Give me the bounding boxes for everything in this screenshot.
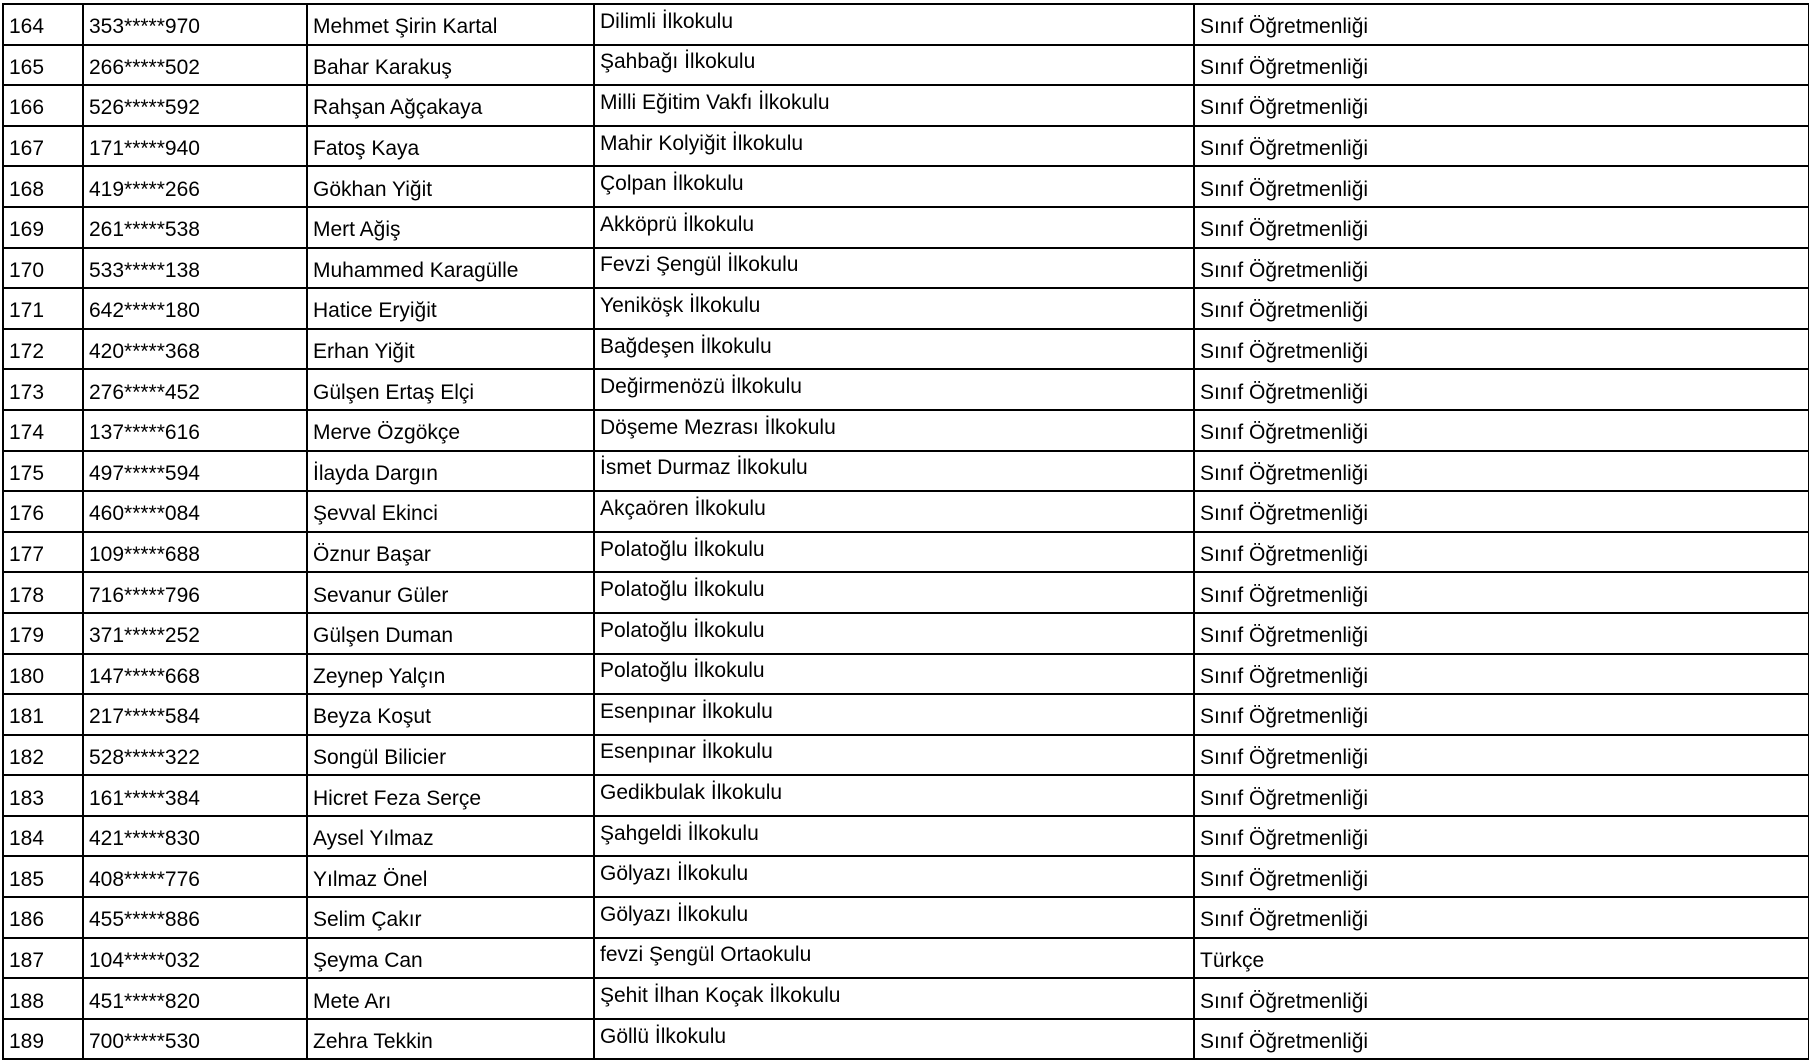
branch-cell: Sınıf Öğretmenliği <box>1194 288 1809 329</box>
branch-cell: Sınıf Öğretmenliği <box>1194 978 1809 1019</box>
school-name-cell: Döşeme Mezrası İlkokulu <box>594 410 1194 451</box>
branch-cell: Sınıf Öğretmenliği <box>1194 694 1809 735</box>
teacher-name-cell: Şevval Ekinci <box>307 491 594 532</box>
table-row <box>3 938 1809 979</box>
row-number-cell: 166 <box>3 85 83 126</box>
school-name-cell: Bağdeşen İlkokulu <box>594 329 1194 370</box>
branch-cell: Sınıf Öğretmenliği <box>1194 613 1809 654</box>
row-number-cell: 187 <box>3 938 83 979</box>
school-name-cell: Çolpan İlkokulu <box>594 166 1194 207</box>
branch-cell: Sınıf Öğretmenliği <box>1194 451 1809 492</box>
school-name-cell: Polatoğlu İlkokulu <box>594 572 1194 613</box>
table-row <box>3 248 1809 289</box>
masked-id-cell: 266*****502 <box>83 45 307 86</box>
branch-cell: Sınıf Öğretmenliği <box>1194 897 1809 938</box>
teacher-name-cell: Erhan Yiğit <box>307 329 594 370</box>
row-number-cell: 185 <box>3 856 83 897</box>
table-row <box>3 410 1809 451</box>
row-number-cell: 177 <box>3 532 83 573</box>
school-name-cell: Şahgeldi İlkokulu <box>594 816 1194 857</box>
masked-id-cell: 642*****180 <box>83 288 307 329</box>
school-name-cell: Polatoğlu İlkokulu <box>594 532 1194 573</box>
branch-cell: Sınıf Öğretmenliği <box>1194 207 1809 248</box>
row-number-cell: 164 <box>3 4 83 45</box>
masked-id-cell: 421*****830 <box>83 816 307 857</box>
row-number-cell: 175 <box>3 451 83 492</box>
masked-id-cell: 528*****322 <box>83 735 307 776</box>
teacher-name-cell: Sevanur Güler <box>307 572 594 613</box>
branch-cell: Sınıf Öğretmenliği <box>1194 4 1809 45</box>
school-name-cell: Dilimli İlkokulu <box>594 4 1194 45</box>
masked-id-cell: 526*****592 <box>83 85 307 126</box>
row-number-cell: 179 <box>3 613 83 654</box>
masked-id-cell: 109*****688 <box>83 532 307 573</box>
masked-id-cell: 408*****776 <box>83 856 307 897</box>
teacher-name-cell: Rahşan Ağçakaya <box>307 85 594 126</box>
branch-cell: Sınıf Öğretmenliği <box>1194 329 1809 370</box>
masked-id-cell: 171*****940 <box>83 126 307 167</box>
teacher-name-cell: Merve Özgökçe <box>307 410 594 451</box>
table-row <box>3 897 1809 938</box>
teacher-name-cell: Songül Bilicier <box>307 735 594 776</box>
masked-id-cell: 716*****796 <box>83 572 307 613</box>
branch-cell: Sınıf Öğretmenliği <box>1194 410 1809 451</box>
row-number-cell: 188 <box>3 978 83 1019</box>
branch-cell: Sınıf Öğretmenliği <box>1194 126 1809 167</box>
row-number-cell: 182 <box>3 735 83 776</box>
table-row <box>3 207 1809 248</box>
teacher-name-cell: Mert Ağiş <box>307 207 594 248</box>
masked-id-cell: 161*****384 <box>83 775 307 816</box>
masked-id-cell: 497*****594 <box>83 451 307 492</box>
branch-cell: Sınıf Öğretmenliği <box>1194 775 1809 816</box>
masked-id-cell: 371*****252 <box>83 613 307 654</box>
teacher-name-cell: Mete Arı <box>307 978 594 1019</box>
table-row <box>3 85 1809 126</box>
row-number-cell: 180 <box>3 654 83 695</box>
school-name-cell: Gölyazı İlkokulu <box>594 856 1194 897</box>
teacher-name-cell: Hicret Feza Serçe <box>307 775 594 816</box>
table-row <box>3 126 1809 167</box>
branch-cell: Sınıf Öğretmenliği <box>1194 248 1809 289</box>
row-number-cell: 169 <box>3 207 83 248</box>
school-name-cell: Akköprü İlkokulu <box>594 207 1194 248</box>
teacher-name-cell: Aysel Yılmaz <box>307 816 594 857</box>
teacher-name-cell: Gülşen Ertaş Elçi <box>307 369 594 410</box>
row-number-cell: 186 <box>3 897 83 938</box>
masked-id-cell: 451*****820 <box>83 978 307 1019</box>
table-row <box>3 491 1809 532</box>
teacher-table <box>2 3 1809 1060</box>
school-name-cell: Şahbağı İlkokulu <box>594 45 1194 86</box>
table-row <box>3 856 1809 897</box>
teacher-name-cell: Şeyma Can <box>307 938 594 979</box>
masked-id-cell: 460*****084 <box>83 491 307 532</box>
branch-cell: Sınıf Öğretmenliği <box>1194 491 1809 532</box>
school-name-cell: Mahir Kolyiğit İlkokulu <box>594 126 1194 167</box>
teacher-name-cell: Muhammed Karagülle <box>307 248 594 289</box>
teacher-name-cell: Fatoş Kaya <box>307 126 594 167</box>
row-number-cell: 181 <box>3 694 83 735</box>
school-name-cell: Yeniköşk İlkokulu <box>594 288 1194 329</box>
table-body <box>3 4 1809 1059</box>
table-row <box>3 288 1809 329</box>
table-row <box>3 166 1809 207</box>
branch-cell: Sınıf Öğretmenliği <box>1194 816 1809 857</box>
branch-cell: Sınıf Öğretmenliği <box>1194 735 1809 776</box>
table-row <box>3 532 1809 573</box>
table-row <box>3 978 1809 1019</box>
table-row <box>3 775 1809 816</box>
row-number-cell: 176 <box>3 491 83 532</box>
table-row <box>3 613 1809 654</box>
school-name-cell: fevzi Şengül Ortaokulu <box>594 938 1194 979</box>
row-number-cell: 174 <box>3 410 83 451</box>
masked-id-cell: 104*****032 <box>83 938 307 979</box>
masked-id-cell: 147*****668 <box>83 654 307 695</box>
teacher-name-cell: Mehmet Şirin Kartal <box>307 4 594 45</box>
school-name-cell: Değirmenözü İlkokulu <box>594 369 1194 410</box>
branch-cell: Sınıf Öğretmenliği <box>1194 572 1809 613</box>
table-row <box>3 572 1809 613</box>
teacher-name-cell: Gökhan Yiğit <box>307 166 594 207</box>
branch-cell: Sınıf Öğretmenliği <box>1194 532 1809 573</box>
school-name-cell: Akçaören İlkokulu <box>594 491 1194 532</box>
school-name-cell: Polatoğlu İlkokulu <box>594 654 1194 695</box>
masked-id-cell: 261*****538 <box>83 207 307 248</box>
school-name-cell: Esenpınar İlkokulu <box>594 735 1194 776</box>
table-row <box>3 4 1809 45</box>
school-name-cell: Fevzi Şengül İlkokulu <box>594 248 1194 289</box>
branch-cell: Sınıf Öğretmenliği <box>1194 166 1809 207</box>
row-number-cell: 178 <box>3 572 83 613</box>
school-name-cell: Gedikbulak İlkokulu <box>594 775 1194 816</box>
branch-cell: Türkçe <box>1194 938 1809 979</box>
school-name-cell: Milli Eğitim Vakfı İlkokulu <box>594 85 1194 126</box>
table-row <box>3 735 1809 776</box>
teacher-name-cell: Bahar Karakuş <box>307 45 594 86</box>
branch-cell: Sınıf Öğretmenliği <box>1194 856 1809 897</box>
masked-id-cell: 420*****368 <box>83 329 307 370</box>
row-number-cell: 170 <box>3 248 83 289</box>
masked-id-cell: 455*****886 <box>83 897 307 938</box>
teacher-name-cell: Yılmaz Önel <box>307 856 594 897</box>
school-name-cell: Göllü İlkokulu <box>594 1019 1194 1060</box>
table-row <box>3 694 1809 735</box>
school-name-cell: İsmet Durmaz İlkokulu <box>594 451 1194 492</box>
masked-id-cell: 137*****616 <box>83 410 307 451</box>
branch-cell: Sınıf Öğretmenliği <box>1194 654 1809 695</box>
masked-id-cell: 276*****452 <box>83 369 307 410</box>
row-number-cell: 183 <box>3 775 83 816</box>
teacher-name-cell: İlayda Dargın <box>307 451 594 492</box>
masked-id-cell: 419*****266 <box>83 166 307 207</box>
row-number-cell: 167 <box>3 126 83 167</box>
school-name-cell: Şehit İlhan Koçak İlkokulu <box>594 978 1194 1019</box>
teacher-name-cell: Selim Çakır <box>307 897 594 938</box>
teacher-name-cell: Gülşen Duman <box>307 613 594 654</box>
row-number-cell: 171 <box>3 288 83 329</box>
row-number-cell: 172 <box>3 329 83 370</box>
masked-id-cell: 700*****530 <box>83 1019 307 1060</box>
table-row <box>3 816 1809 857</box>
row-number-cell: 189 <box>3 1019 83 1060</box>
teacher-name-cell: Beyza Koşut <box>307 694 594 735</box>
branch-cell: Sınıf Öğretmenliği <box>1194 45 1809 86</box>
teacher-name-cell: Zeynep Yalçın <box>307 654 594 695</box>
masked-id-cell: 533*****138 <box>83 248 307 289</box>
masked-id-cell: 217*****584 <box>83 694 307 735</box>
row-number-cell: 165 <box>3 45 83 86</box>
row-number-cell: 184 <box>3 816 83 857</box>
table-row <box>3 1019 1809 1060</box>
teacher-name-cell: Hatice Eryiğit <box>307 288 594 329</box>
masked-id-cell: 353*****970 <box>83 4 307 45</box>
row-number-cell: 168 <box>3 166 83 207</box>
table-row <box>3 369 1809 410</box>
table-row <box>3 654 1809 695</box>
table-row <box>3 329 1809 370</box>
school-name-cell: Esenpınar İlkokulu <box>594 694 1194 735</box>
school-name-cell: Polatoğlu İlkokulu <box>594 613 1194 654</box>
table-row <box>3 451 1809 492</box>
teacher-name-cell: Öznur Başar <box>307 532 594 573</box>
table-row <box>3 45 1809 86</box>
branch-cell: Sınıf Öğretmenliği <box>1194 1019 1809 1060</box>
teacher-name-cell: Zehra Tekkin <box>307 1019 594 1060</box>
row-number-cell: 173 <box>3 369 83 410</box>
branch-cell: Sınıf Öğretmenliği <box>1194 85 1809 126</box>
school-name-cell: Gölyazı İlkokulu <box>594 897 1194 938</box>
branch-cell: Sınıf Öğretmenliği <box>1194 369 1809 410</box>
